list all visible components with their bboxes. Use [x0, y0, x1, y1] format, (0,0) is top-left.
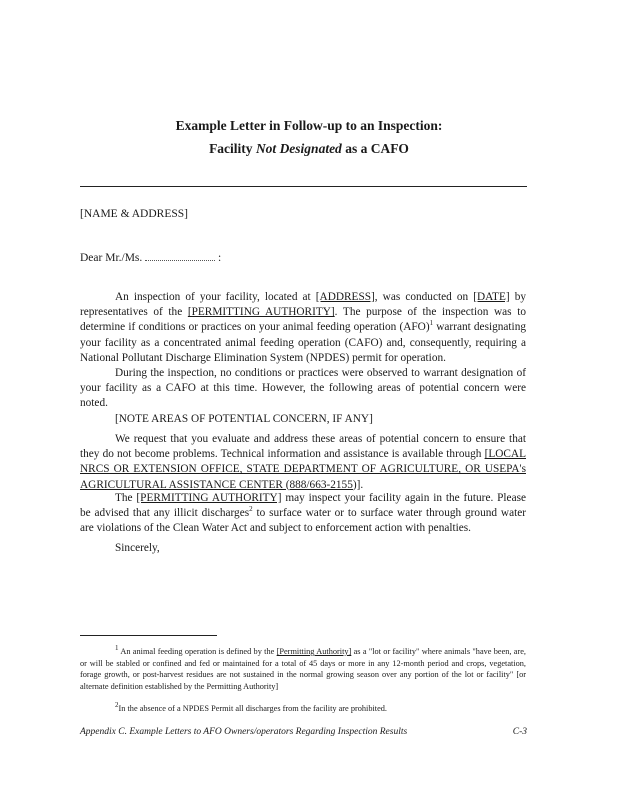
footnote-number: 1	[115, 644, 119, 653]
text: to surface water or to surface water through ground water are violations of the Clean Water Act and subject to enforcement action with penalties.	[80, 507, 526, 535]
authority-field: [PERMITTING AUTHORITY]	[187, 306, 335, 319]
paragraph-request	[80, 432, 526, 493]
letter-title-line1: Example Letter in Follow-up to an Inspection:	[175, 118, 443, 133]
footnote-2	[80, 703, 526, 715]
text: An inspection of your facility, located at	[115, 291, 316, 303]
footer-caption: Appendix C. Example Letters to AFO Owners/operators Regarding Inspection Results	[80, 727, 408, 737]
text: In the absence of a NPDES Permit all discharges from the facility are prohibited.	[118, 704, 387, 713]
concerns-placeholder: [NOTE AREAS OF POTENTIAL CONCERN, IF ANY]	[115, 413, 373, 425]
address-placeholder: [NAME & ADDRESS]	[80, 208, 188, 220]
text: We request that you evaluate and address these areas of potential concern to ensure that they do not become problems. Technical information and assistance is available through	[80, 433, 526, 461]
letter-title-line2	[0, 141, 618, 157]
footnote-ref-2: 2	[249, 505, 253, 514]
salutation-colon: :	[218, 252, 222, 264]
paragraph-findings	[80, 366, 526, 412]
title-text: Facility	[209, 141, 256, 156]
text: .	[360, 478, 364, 491]
address-field: [ADDRESS]	[315, 291, 375, 303]
authority-field: [Permitting Authority]	[276, 647, 352, 656]
footnote-divider	[80, 635, 217, 636]
recipient-name-blank	[145, 250, 215, 261]
page-number: C-3	[512, 727, 527, 737]
closing-text: Sincerely,	[115, 542, 160, 554]
assistance-contact: [LOCAL NRCS OR EXTENSION OFFICE, STATE DEPARTMENT OF AGRICULTURE, OR USEPA's AGRICULTURAL ASSISTANCE CENTER (888/663-2155)]	[80, 448, 526, 491]
findings-text: During the inspection, no conditions or practices were observed to warrant designation of your facility as a CAFO at this time. However, the following areas of potential concern were noted.	[80, 367, 526, 410]
footnote-number: 2	[115, 701, 119, 710]
footnote-1	[80, 646, 526, 692]
salutation	[80, 250, 221, 264]
paragraph-advisory	[80, 491, 526, 537]
text: warrant designating your facility as a concentrated animal feeding operation (CAFO) and, consequently, requiring a National Pollutant Discharge Elimination System (NPDES) permit for operation.	[80, 321, 526, 364]
closing	[80, 541, 526, 556]
text: An animal feeding operation is defined by the	[120, 647, 277, 656]
header-divider	[80, 186, 527, 187]
date-field: [DATE]	[473, 291, 510, 303]
text: . The purpose of the inspection was to determine if conditions or practices on your animal feeding operation (AFO)	[80, 306, 526, 334]
paragraph-inspection	[80, 290, 526, 366]
salutation-text: Dear Mr./Ms.	[80, 252, 143, 264]
text: by representatives of the	[80, 291, 526, 319]
title-emphasis: Not Designated	[255, 141, 342, 156]
text: , was conducted on	[374, 291, 474, 303]
text: The	[115, 492, 137, 504]
text: may inspect your facility again in the future. Please be advised that any illicit discharges	[80, 492, 526, 520]
footnote-ref-1: 1	[429, 319, 434, 328]
text: as a "lot or facility" where animals "have been, are, or will be stabled or confined and fed or maintained for a total of 45 days or more in any 12-month period and crops, vegetation, forage growth, or post-harvest residues are not sustained in the normal growing season over any portion of the lot or facility" [or alternate definition established by the Permitting Authority]	[80, 647, 527, 691]
authority-field: [PERMITTING AUTHORITY]	[136, 492, 282, 504]
title-text-end: as a CAFO	[341, 141, 409, 156]
paragraph-concerns	[80, 412, 526, 427]
